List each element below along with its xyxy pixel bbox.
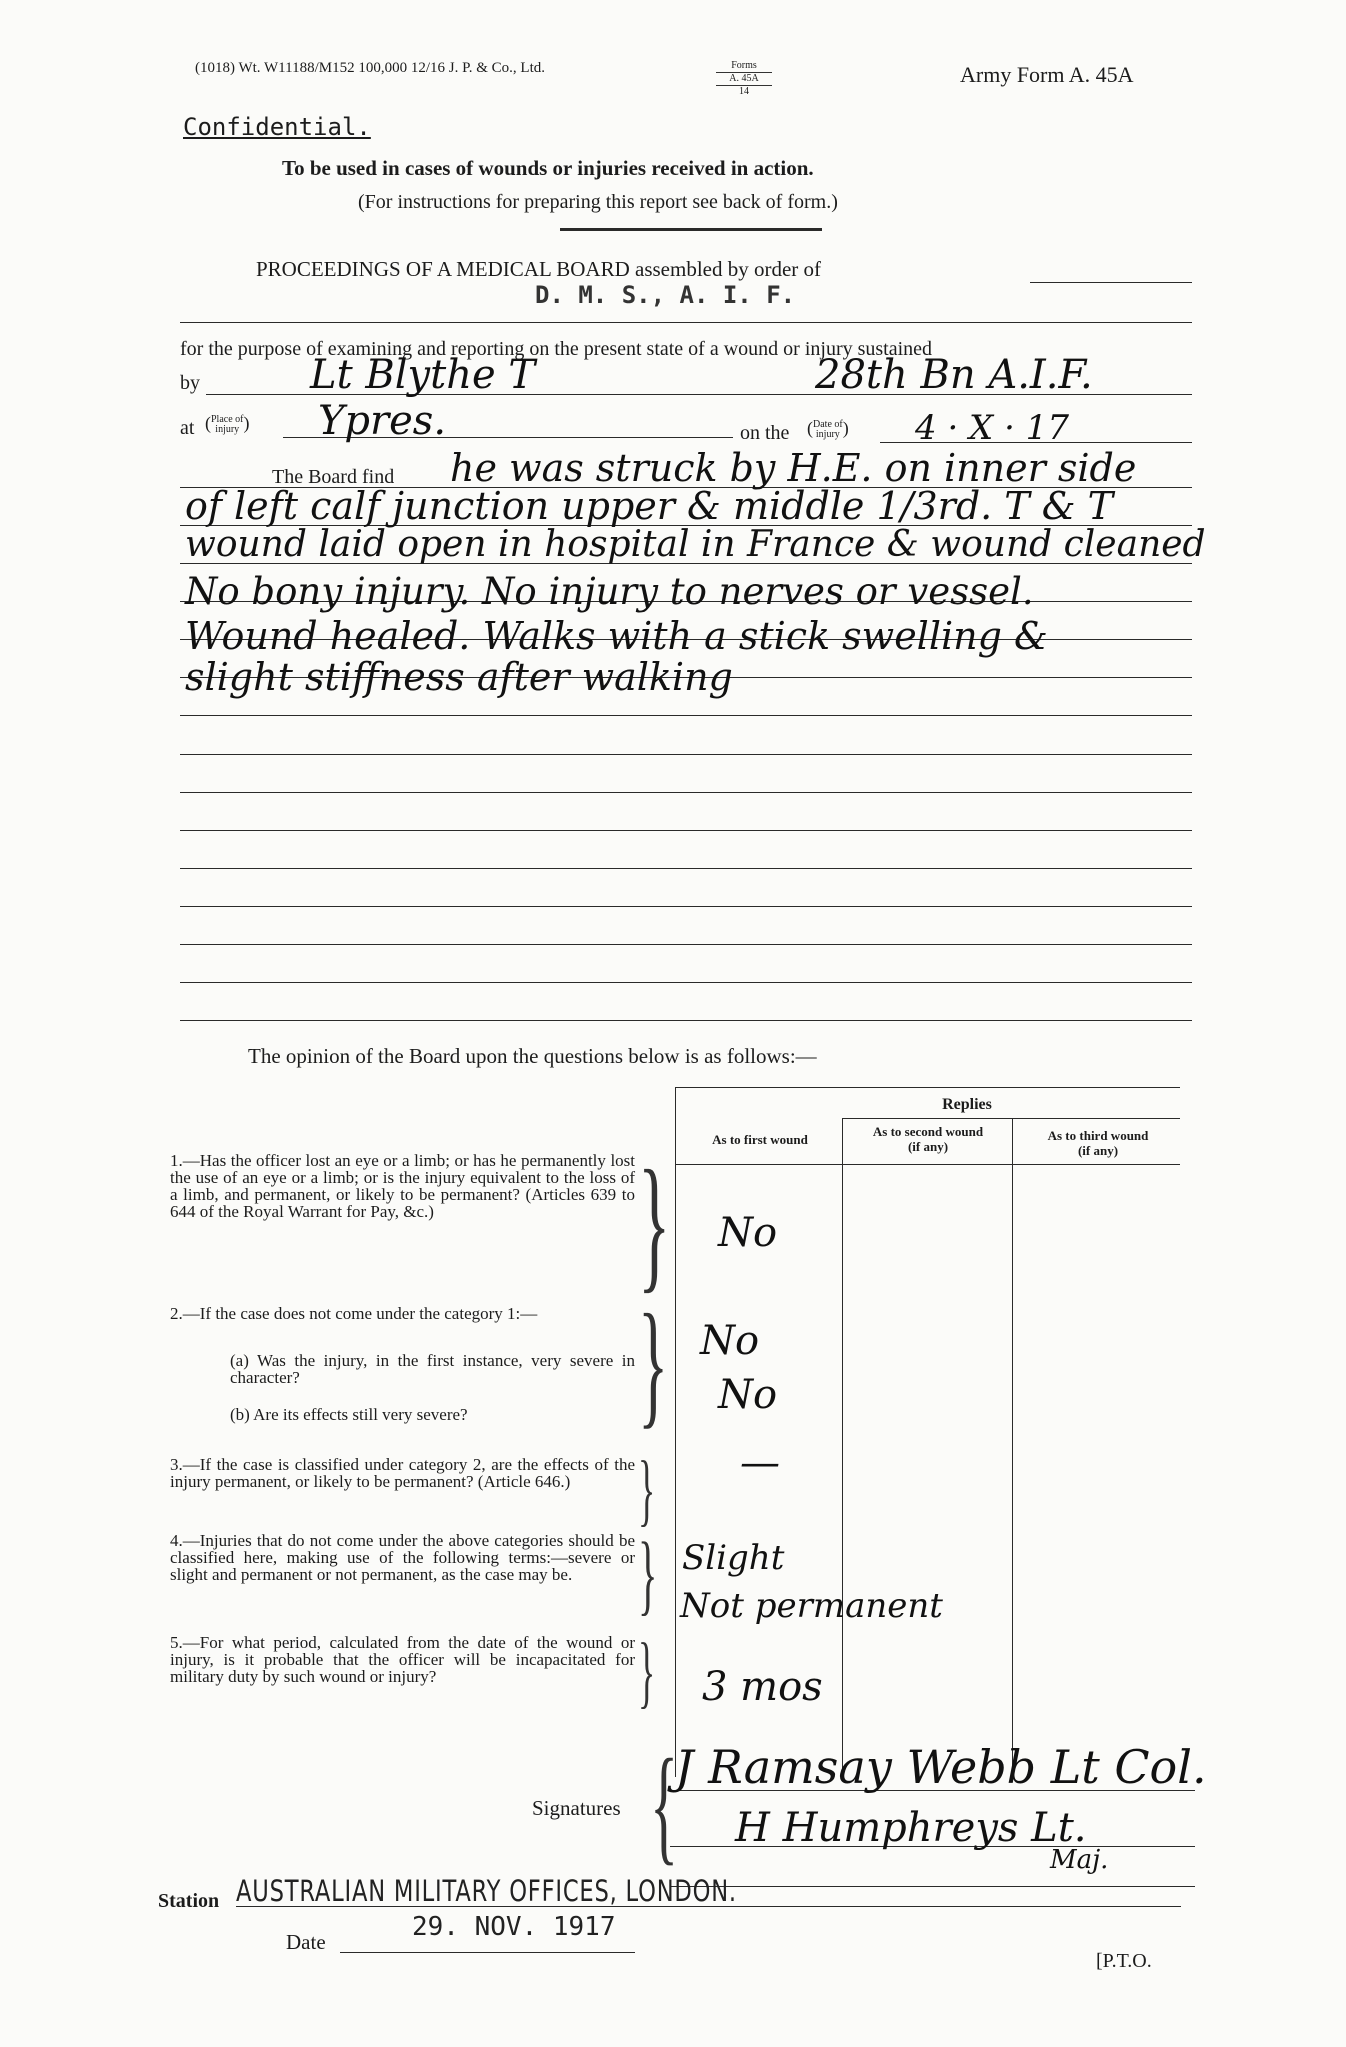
col3-header [1016,1128,1180,1158]
question-4-brace: } [638,1525,658,1624]
date-stamp: 29. NOV. 1917 [412,1912,616,1942]
col3-header-line2: (if any) [1077,1143,1119,1158]
question-2b: (b) Are its effects still very severe? [230,1405,468,1424]
opinion-intro: The opinion of the Board upon the questions below is as follows:— [248,1044,817,1068]
unit-value: 28th Bn A.I.F. [815,352,1093,398]
signature-line-3 [670,1886,1195,1887]
question-5: 5.—For what period, calculated from the date of the wound or injury, is it probable that the officer will be incapacitated for military duty by such wound or injury? [170,1633,635,1686]
finding-rule [180,792,1192,793]
replies-header: Replies [942,1096,992,1113]
station-stamp: AUSTRALIAN MILITARY OFFICES, LONDON. [236,1874,737,1908]
answer-4-line1: Slight [682,1538,785,1578]
by-label: by [180,372,200,394]
col2-header-line2: (if any) [907,1139,949,1154]
usage-note: To be used in cases of wounds or injuries received in action. [282,156,814,180]
question-1-brace: } [638,1140,671,1306]
board-find-label: The Board find [272,466,395,488]
signature-1: J Ramsay Webb Lt Col. [675,1740,1207,1794]
question-3-brace: } [638,1446,656,1534]
question-2: 2.—If the case does not come under the category 1:— [170,1304,538,1323]
at-label: at [180,417,195,439]
proceedings-title: PROCEEDINGS OF A MEDICAL BOARD assembled by order of [256,257,822,281]
col3-header-line1: As to third wound [1047,1128,1149,1143]
table-top-rule [675,1087,1180,1088]
col2-header [846,1124,1010,1154]
answer-4-line2: Not permanent [680,1586,943,1626]
question-2a: (a) Was the injury, in the first instance, very severe in character? [230,1351,635,1387]
form-id: Army Form A. 45A [960,62,1134,87]
finding-line-4: No bony injury. No injury to nerves or vessel. [185,570,1034,613]
date-label-bottom: injury [815,428,840,440]
signature-3: Maj. [1050,1845,1109,1875]
col-divider-2 [1012,1118,1013,1778]
replies-rule [842,1118,1180,1119]
station-line [236,1906,1181,1907]
forms-reference-bottom: 14 [739,86,749,97]
finding-rule [180,1020,1192,1021]
date-value: 4 · X · 17 [915,408,1069,448]
finding-line-2: of left calf junction upper & middle 1/3rd. T & T [185,484,1113,528]
order-of-line [1030,282,1192,283]
date-label: Date [286,1930,326,1954]
table-left-border [675,1087,676,1777]
date-of-injury-label: (Date of injury ) [807,418,849,440]
finding-rule [180,754,1192,755]
signatures-label: Signatures [532,1796,621,1820]
place-label-bottom: injury [215,423,240,435]
finding-line-3: wound laid open in hospital in France & wound cleaned [185,524,1206,565]
col1-header: As to first wound [712,1132,808,1147]
purpose-label: for the purpose of examining and reporting on the present state of a wound or injury sustained [180,338,933,360]
answer-5: 3 mos [702,1664,823,1710]
finding-rule [180,906,1192,907]
confidential-label: Confidential. [183,113,371,141]
printer-line: (1018) Wt. W11188/M152 100,000 12/16 J. P. & Co., Ltd. [195,60,546,76]
finding-line-5: Wound healed. Walks with a stick swelling & [185,614,1048,658]
question-1: 1.—Has the officer lost an eye or a limb; or has he permanently lost the use of an eye or a limb; or is the injury equivalent to the loss of a limb, and permanent, or likely to be permanent? (Articles 639 to 644 of the Royal Warrant for Pay, &c.) [170,1151,635,1221]
place-value: Ypres. [318,398,447,444]
on-the-label: on the [740,422,790,444]
question-2-brace: } [638,1286,669,1441]
header-rule [560,228,822,231]
place-label-top: Place of [211,413,244,425]
order-of-line-2 [180,322,1192,323]
place-of-injury-label: (Place of injury ) [205,413,250,435]
question-3: 3.—If the case is classified under category 2, are the effects of the injury permanent, or likely to be permanent? (Article 646.) [170,1455,635,1491]
station-label: Station [158,1890,220,1912]
finding-line-6: slight stiffness after walking [185,655,733,699]
answer-2a: No [700,1318,760,1364]
by-value: Lt Blythe T [310,352,536,398]
signatures-brace: { [650,1733,679,1877]
forms-reference-mid: A. 45A [716,73,772,86]
answer-3: — [740,1440,780,1486]
date-label-top: Date of [813,418,843,430]
date-footer-line [340,1952,635,1953]
question-5-brace: } [638,1628,656,1716]
order-of-value: D. M. S., A. I. F. [535,281,796,309]
finding-line-1: he was struck by H.E. on inner side [450,446,1137,490]
col2-header-line1: As to second wound [872,1124,984,1139]
question-4: 4.—Injuries that do not come under the above categories should be classified here, making use of the following terms:—severe or slight and permanent or not permanent, as the case may be. [170,1531,635,1584]
answer-1: No [718,1210,778,1256]
forms-reference-top: Forms [716,60,772,73]
finding-rule [180,715,1192,716]
finding-rule [180,830,1192,831]
signature-2: H Humphreys Lt. [735,1805,1087,1851]
pto-label: [P.T.O. [1096,1950,1152,1972]
finding-rule [180,944,1192,945]
instructions-note: (For instructions for preparing this report see back of form.) [358,191,838,213]
finding-rule [180,982,1192,983]
finding-rule [180,868,1192,869]
forms-reference [716,60,772,98]
answer-2b: No [718,1372,778,1418]
col-divider-1 [842,1118,843,1778]
header-bottom-rule [675,1164,1180,1165]
